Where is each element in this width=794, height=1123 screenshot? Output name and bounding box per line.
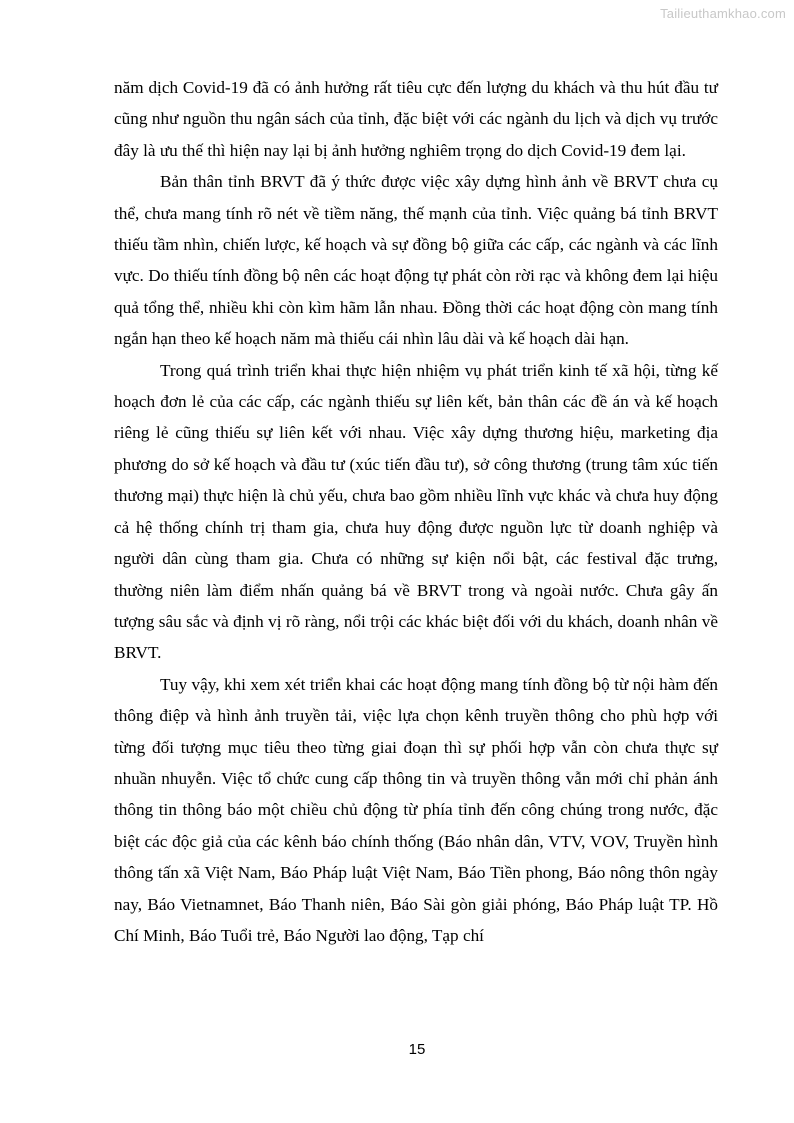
paragraph-4: Tuy vậy, khi xem xét triển khai các hoạt động mang tính đồng bộ từ nội hàm đến thông điệp và hình ảnh truyền tải, việc lựa chọn kênh truyền thông cho phù hợp với từng đối tượng mục tiêu theo từng giai đoạn thì sự phối hợp vẫn còn chưa thực sự nhuần nhuyễn. Việc tổ chức cung cấp thông tin và truyền thông vẫn mới chỉ phản ánh thông tin thông báo một chiều chủ động từ phía tỉnh đến công chúng trong nước, đặc biệt các độc giả của các kênh báo chính thống (Báo nhân dân, VTV, VOV, Truyền hình thông tấn xã Việt Nam, Báo Pháp luật Việt Nam, Báo Tiền phong, Báo nông thôn ngày nay, Báo Vietnamnet, Báo Thanh niên, Báo Sài gòn giải phóng, Báo Pháp luật TP. Hồ Chí Minh, Báo Tuổi trẻ, Báo Người lao động, Tạp chí	[114, 674, 718, 945]
paragraph-2: Bản thân tỉnh BRVT đã ý thức được việc xây dựng hình ảnh về BRVT chưa cụ thể, chưa mang tính rõ nét về tiềm năng, thế mạnh của tỉnh. Việc quảng bá tỉnh BRVT thiếu tầm nhìn, chiến lược, kế hoạch và sự đồng bộ giữa các cấp, các ngành và các lĩnh vực. Do thiếu tính đồng bộ nên các hoạt động tự phát còn rời rạc và không đem lại hiệu quả tổng thể, nhiều khi còn kìm hãm lẫn nhau. Đồng thời các hoạt động còn mang tính ngắn hạn theo kế hoạch năm mà thiếu cái nhìn lâu dài và kế hoạch dài hạn.	[114, 172, 718, 349]
watermark: Tailieuthamkhao.com	[660, 6, 786, 21]
paragraph-3: Trong quá trình triển khai thực hiện nhiệm vụ phát triển kinh tế xã hội, từng kế hoạch đơn lẻ của các cấp, các ngành thiếu sự liên kết, bản thân các đề án và kế hoạch riêng lẻ cũng thiếu sự liên kết với nhau. Việc xây dựng thương hiệu, marketing địa phương do sở kế hoạch và đầu tư (xúc tiến đầu tư), sở công thương (trung tâm xúc tiến thương mại) thực hiện là chủ yếu, chưa bao gồm nhiều lĩnh vực khác và chưa huy động cả hệ thống chính trị tham gia, chưa huy động được nguồn lực từ doanh nghiệp và người dân cùng tham gia. Chưa có những sự kiện nổi bật, các festival đặc trưng, thường niên làm điểm nhấn quảng bá về BRVT trong và ngoài nước. Chưa gây ấn tượng sâu sắc và định vị rõ ràng, nổi trội các khác biệt đối với du khách, doanh nhân về BRVT.	[114, 360, 718, 663]
paragraph-1: năm dịch Covid-19 đã có ảnh hưởng rất tiêu cực đến lượng du khách và thu hút đầu tư cũng như nguồn thu ngân sách của tỉnh, đặc biệt với các ngành du lịch và dịch vụ trước đây là ưu thế thì hiện nay lại bị ảnh hưởng nghiêm trọng do dịch Covid-19 đem lại.	[114, 78, 718, 160]
document-body	[114, 72, 718, 951]
page-number: 15	[408, 1041, 426, 1058]
